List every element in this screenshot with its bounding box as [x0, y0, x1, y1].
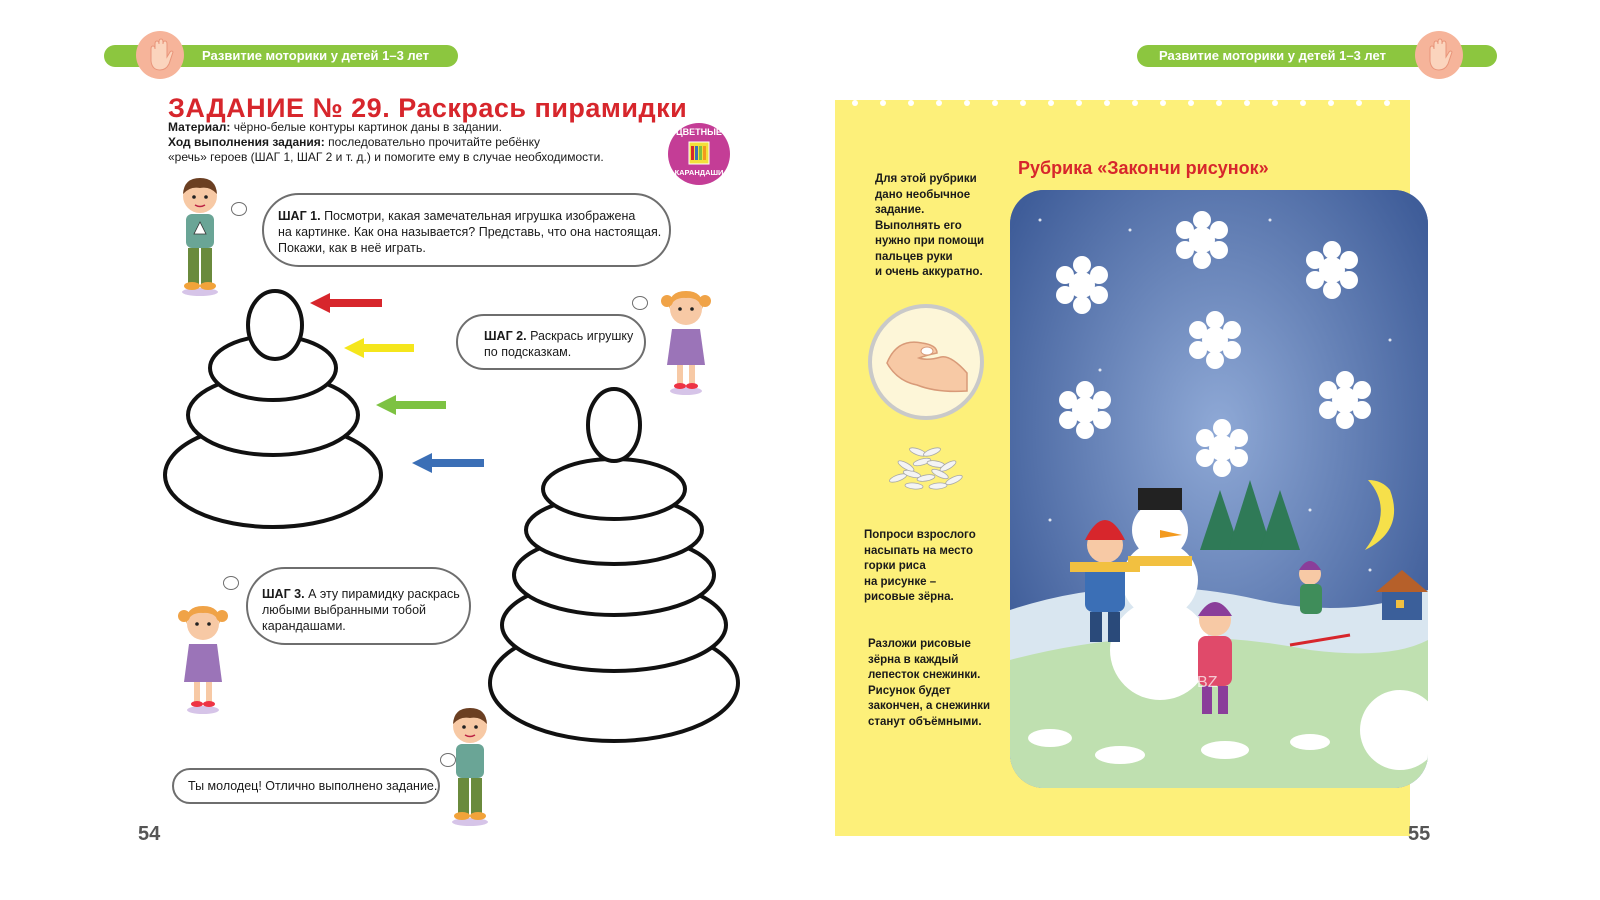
intro-line: Выполнять его — [875, 219, 962, 232]
material-line — [168, 120, 502, 135]
step1-bubble — [262, 193, 671, 267]
girl-character-1 — [655, 285, 717, 397]
thought-puff-2 — [632, 296, 648, 310]
ask-adult-line: рисовые зёрна. — [864, 591, 954, 603]
ask-adult-line: Попроси взрослого — [864, 529, 976, 541]
boy-character-2 — [440, 704, 500, 828]
task-title: ЗАДАНИЕ № 29. Раскрась пирамидки — [168, 93, 688, 123]
arrange-line: станут объёмными. — [868, 715, 982, 728]
arrow-yellow — [344, 338, 414, 358]
step2-line1: Раскрась игрушку — [530, 329, 634, 343]
badge-top-text: ЦВЕТНЫЕ — [676, 127, 722, 137]
intro-line: нужно при помощи — [875, 235, 985, 247]
left-page-number: 54 — [138, 823, 161, 845]
step2-line2: по подсказкам. — [484, 345, 572, 359]
step1-line1-row — [278, 208, 669, 224]
thought-puff-1 — [231, 202, 247, 216]
step3-line1: А эту пирамидку раскрась — [308, 587, 460, 601]
right-hand-icon — [1415, 31, 1463, 79]
left-hand-icon — [136, 31, 184, 79]
step2-label: ШАГ 2. — [484, 329, 527, 343]
arrow-red — [310, 293, 382, 313]
ask-adult-line: горки риса — [864, 560, 926, 572]
intro-line: дано необычное — [875, 188, 971, 201]
girl-character-2 — [172, 600, 234, 716]
pinch-hand-icon — [867, 303, 985, 421]
pyramid-2-top — [588, 389, 640, 461]
arrange-line: закончен, а снежинки — [868, 700, 991, 712]
step3-line1-row — [262, 586, 469, 602]
material-text: чёрно-белые контуры картинок даны в задании. — [233, 120, 502, 134]
intro-line: Для этой рубрики — [875, 173, 977, 185]
arrange-line: зёрна в каждый — [868, 653, 959, 666]
rubric-title: Рубрика «Закончи рисунок» — [1018, 158, 1269, 178]
left-header-text: Развитие моторики у детей 1–3 лет — [202, 48, 429, 63]
final-bubble — [172, 768, 440, 804]
arrange-line: Рисунок будет — [868, 684, 951, 697]
boy-character-1 — [170, 174, 230, 298]
winter-illustration — [1010, 190, 1428, 788]
procedure-line-1 — [168, 135, 540, 150]
intro-line: пальцев руки — [875, 250, 953, 263]
step2-bubble — [456, 314, 646, 370]
arrange-text — [868, 637, 990, 730]
arrow-green — [376, 395, 446, 415]
thought-puff-3 — [223, 576, 239, 590]
step3-line3: карандашами. — [262, 619, 346, 633]
rice-pile-icon — [878, 438, 974, 498]
step3-label: ШАГ 3. — [262, 587, 305, 601]
final-text: Ты молодец! Отлично выполнено задание. — [188, 779, 438, 793]
watermark-text: KITOBZ — [1160, 674, 1218, 691]
procedure-line-2: «речь» героев (ШАГ 1, ШАГ 2 и т. д.) и помогите ему в случае необходимости. — [168, 150, 604, 164]
step3-bubble — [246, 567, 471, 645]
arrange-line: Разложи рисовые — [868, 638, 971, 650]
badge-bottom-text: КАРАНДАШИ — [674, 168, 724, 177]
arrange-line: лепесток снежинки. — [868, 669, 981, 681]
arrow-blue — [412, 453, 484, 473]
procedure-text-1: последовательно прочитайте ребёнку — [328, 135, 540, 149]
pyramid-2 — [486, 385, 746, 745]
ask-adult-line: насыпать на место — [864, 544, 973, 557]
ask-adult-line: на рисунке – — [864, 575, 937, 588]
right-header-text: Развитие моторики у детей 1–3 лет — [1159, 48, 1386, 63]
step1-line2: на картинке. Как она называется? Представь, что она настоящая. — [278, 225, 662, 239]
pencils-badge — [667, 122, 731, 186]
pyramid-1 — [160, 285, 490, 535]
step1-label: ШАГ 1. — [278, 209, 321, 223]
pyramid-1-top — [248, 291, 302, 359]
right-page-number: 55 — [1408, 823, 1431, 845]
step2-line1-row — [484, 328, 644, 344]
winter-scene — [1010, 190, 1428, 788]
intro-line: и очень аккуратно. — [875, 266, 983, 278]
pyramid-2-ring-2 — [543, 459, 685, 519]
procedure-label: Ход выполнения задания: — [168, 135, 325, 149]
intro-text — [875, 172, 984, 281]
panel-spiral-edge — [835, 94, 1410, 108]
step1-line3: Покажи, как в неё играть. — [278, 241, 426, 255]
step3-line2: любыми выбранными тобой — [262, 603, 427, 617]
step1-line1: Посмотри, какая замечательная игрушка изображена — [324, 209, 636, 223]
intro-line: задание. — [875, 204, 925, 216]
ask-adult-text — [864, 528, 976, 606]
material-label: Материал: — [168, 120, 231, 134]
